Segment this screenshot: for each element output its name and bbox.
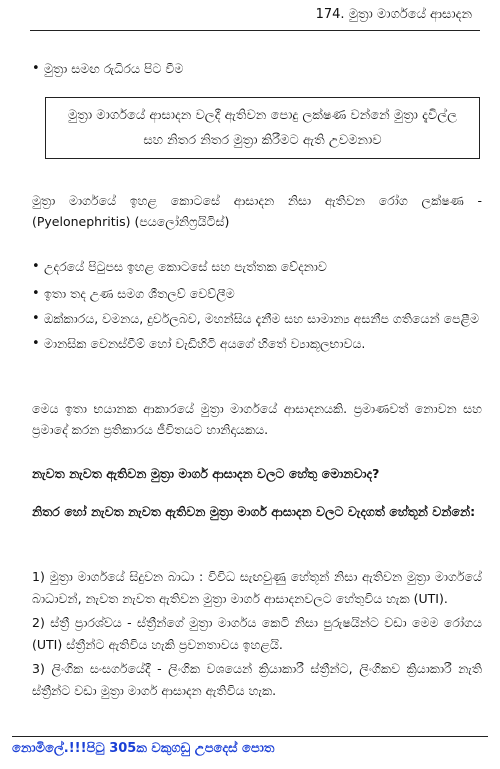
- symptom-list: [32, 256, 482, 354]
- upper-tract-section: [32, 190, 482, 232]
- boxed-summary-text: මුත්‍රා මාර්ගයේ ආසාදන වලදී ඇතිවන පොදු ලක්ෂණ වන්නේ මුත්‍රා දැවිල්ල සහ නිතර නිතර මුත්‍රා කිරීමට ඇති උවමනාව: [67, 108, 458, 148]
- cause-number: 1): [32, 569, 45, 584]
- list-item: [32, 333, 482, 354]
- answer-section: [32, 500, 482, 523]
- symptom-text: මානසික වෙනස්වීම් හෝ වැඩිහිටි අයගේ හිතේ ව්‍යාකූලභාවය.: [44, 336, 366, 351]
- upper-tract-intro: මුත්‍රා මාර්ගයේ ඉහළ කොටසේ ආසාදන නිසා ඇතිවන රෝග ලක්ෂණ - (Pyelonephritis) (පයලෝනිෆ්‍රයිටිස්): [32, 193, 482, 229]
- symptom-text: උදරයේ පිටුපස ඉහළ කොටසේ සහ පැත්තක වේදනාව: [44, 259, 327, 274]
- question-section: [32, 462, 482, 485]
- question-heading: නැවත නැවත ඇතිවන මුත්‍රා මාර්ග ආසාදන වලට හේතු මොනවාද?: [32, 466, 380, 481]
- list-item: [32, 658, 482, 702]
- cause-text: ස්ත්‍රී ප්‍රාරශ්වය - ස්ත්‍රීන්ගේ මුත්‍රා මාර්ගය කෙටි නිසා පුරුෂයින්ට වඩා මෙම රෝගය (UTI) ස්ත්‍රීන්ට ඇතිවිය හැකි ප්‍රවනතාවය ඉහළයි.: [32, 615, 482, 652]
- symptom-text: ඔක්කාරය, වමනය, දුර්වලබව, මහන්සිය දැනීම සහ සාමාන්‍ය අසනීප ගතියෙන් පෙළීම: [44, 311, 480, 326]
- top-bullet-list: [32, 58, 482, 79]
- bullet-icon: •: [32, 61, 40, 76]
- page-footer: [12, 736, 488, 756]
- page-header: [30, 4, 480, 31]
- danger-section: [32, 398, 482, 440]
- list-item: [32, 283, 482, 304]
- footer-text: නොමිලේ.!!!පිටු 305ක වකුගඩු උපදෙස් පොත: [12, 741, 275, 756]
- list-item: [32, 612, 482, 656]
- boxed-summary: [45, 97, 480, 159]
- danger-paragraph: මෙය ඉතා භයානක ආකාරයේ මුත්‍රා මාර්ගයේ ආසාදනයකි. ප්‍රමාණවත් නොවන සහ ප්‍රමාදේ කරන ප්‍රතිකාරය ජීවිතයට හානිදායකය.: [32, 401, 482, 437]
- cause-number: 3): [32, 661, 45, 676]
- list-item: [32, 566, 482, 610]
- answer-heading: නිතර හෝ නැවත නැවත ඇතිවන මුත්‍රා මාර්ග ආසාදන වලට වැදගත් හේතූන් වන්නේ:: [32, 504, 476, 519]
- list-item: [32, 256, 482, 277]
- bullet-icon: •: [32, 336, 40, 351]
- list-item: [32, 58, 482, 79]
- cause-text: ලිංගික සංසර්ගයේදී - ලිංගික වශයෙන් ක්‍රියාකාරී ස්ත්‍රීන්ට, ලිංගිකව ක්‍රියාකාරී නැති ස්ත්‍රීන්ට වඩා මුත්‍රා මාර්ග ආසාදන ඇතිවිය හැක.: [32, 661, 482, 698]
- list-item: [32, 308, 482, 329]
- bullet-icon: •: [32, 259, 40, 274]
- cause-text: මුත්‍රා මාර්ගයේ සිදුවන බාධා : විවිධ සැඟවුණු හේතූන් නිසා ඇතිවන මුත්‍රා මාර්ගයේ බාධාවන්, නැවත නැවත ඇතිවන මුත්‍රා මාර්ග ආසාදනවලට හේතුවිය හැක (UTI).: [32, 569, 482, 606]
- bullet-icon: •: [32, 311, 40, 326]
- cause-number: 2): [32, 615, 45, 630]
- causes-list: [32, 566, 482, 704]
- page-number-title: 174. මුත්‍රා මාර්ගයේ ආසාදන: [315, 7, 472, 22]
- symptom-text: ඉතා තද උණ සමග ශීතලව් වෙව්ලීම: [44, 286, 235, 301]
- bullet-text: මුත්‍රා සමඟ රුධිරය පිට වීම: [44, 61, 184, 76]
- bullet-icon: •: [32, 286, 40, 301]
